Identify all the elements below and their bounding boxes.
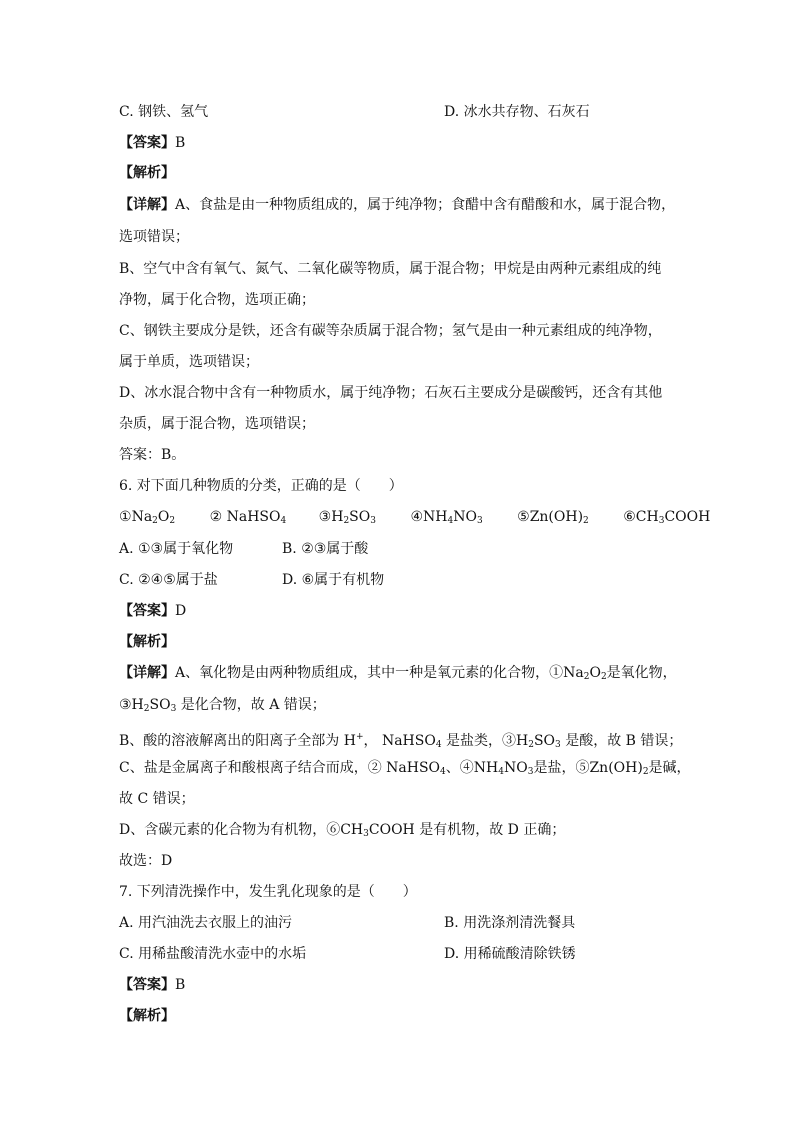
q5-detail-line: C、钢铁主要成分是铁，还含有碳等杂质属于混合物；氢气是由一种元素组成的纯净物， — [119, 323, 662, 339]
q5-detail-line — [119, 195, 675, 215]
q6-item-1: $①Na_2O_2$ — [119, 509, 176, 526]
detail-tag: 【详解】 — [119, 197, 175, 213]
q6-final-answer: 故选：D — [119, 853, 173, 869]
answer-tag: 【答案】 — [119, 977, 175, 993]
q5-option-c: C. 钢铁、氢气 — [119, 104, 209, 120]
q5-option-d: D. 冰水共存物、石灰石 — [444, 104, 590, 120]
q5-final-answer: 答案：B。 — [119, 447, 186, 463]
q6-option-a: A. ①③属于氧化物 — [119, 541, 234, 557]
answer-value: D — [175, 603, 187, 619]
answer-tag: 【答案】 — [119, 135, 175, 151]
q6-item-5: $⑤Zn(OH)_2$ — [517, 509, 589, 526]
answer-value: B — [175, 977, 186, 993]
q5-detail-line: D、冰水混合物中含有一种物质水，属于纯净物；石灰石主要成分是碳酸钙，还含有其他 — [119, 385, 663, 401]
q6-item-3: $③H_2SO_3$ — [318, 509, 376, 526]
q6-items — [119, 507, 710, 531]
answer-value: B — [175, 135, 186, 151]
q6-item-2: ② NaHSO$_4$ — [209, 509, 287, 526]
q5-detail-line: 属于单质，选项错误； — [119, 354, 259, 370]
q5-detail-line: 杂质，属于混合物，选项错误； — [119, 416, 315, 432]
q6-detail-line: 【详解】A、氧化物是由两种物质组成，其中一种是氧元素的化合物，$①Na_2O_2$是氧化物， — [119, 665, 677, 682]
q6-option-d: D. ⑥属于有机物 — [282, 572, 385, 588]
q6-stem: 6. 对下面几种物质的分类，正确的是（ ） — [119, 478, 403, 494]
q5-detail-line: B、空气中含有氧气、氮气、二氧化碳等物质，属于混合物；甲烷是由两种元素组成的纯 — [119, 261, 662, 277]
q6-item-6: $⑥CH_3COOH$ — [623, 509, 711, 526]
q6-detail-line: 故 C 错误； — [119, 791, 195, 807]
q7-answer-line — [119, 975, 185, 995]
q6-detail-line: $③H_2SO_3$ 是化合物，故 A 错误； — [119, 697, 326, 714]
q6-item-4: $④NH_4NO_3$ — [410, 509, 483, 526]
q7-option-a: A. 用汽油洗去衣服上的油污 — [119, 915, 293, 931]
q7-stem: 7. 下列清洗操作中，发生乳化现象的是（ ） — [119, 884, 417, 900]
q6-detail-line: B、酸的溶液解离出的阳离子全部为 H+， NaHSO$_4$ 是盐类，$③H_2SO_3$ 是酸，故 B 错误； — [119, 732, 683, 750]
q6-answer-line — [119, 601, 186, 621]
q7-option-b: B. 用洗涤剂清洗餐具 — [444, 915, 576, 931]
q5-detail-line: 选项错误； — [119, 229, 189, 245]
q7-option-d: D. 用稀硫酸清除铁锈 — [444, 946, 576, 962]
q7-analysis-tag: 【解析】 — [119, 1008, 175, 1024]
q5-detail-line: 净物，属于化合物，选项正确； — [119, 292, 315, 308]
detail-tag: 【详解】 — [119, 665, 175, 681]
q6-analysis-tag: 【解析】 — [119, 634, 175, 650]
q6-option-b: B. ②③属于酸 — [282, 541, 369, 557]
q6-detail-line: C、盐是金属离子和酸根离子结合而成，② NaHSO$_4$、$④NH_4NO_3$是盐，$⑤Zn(OH)_2$是碱， — [119, 760, 691, 777]
q5-analysis-tag: 【解析】 — [119, 165, 175, 181]
answer-tag: 【答案】 — [119, 603, 175, 619]
detail-text: A、食盐是由一种物质组成的，属于纯净物；食醋中含有醋酸和水，属于混合物， — [175, 197, 676, 213]
q6-option-c: C. ②④⑤属于盐 — [119, 572, 218, 588]
q5-answer-line — [119, 133, 185, 153]
q6-detail-line: D、含碳元素的化合物为有机物，$⑥CH_3COOH$ 是有机物，故 D 正确； — [119, 822, 566, 839]
q7-option-c: C. 用稀盐酸清洗水壶中的水垢 — [119, 946, 307, 962]
